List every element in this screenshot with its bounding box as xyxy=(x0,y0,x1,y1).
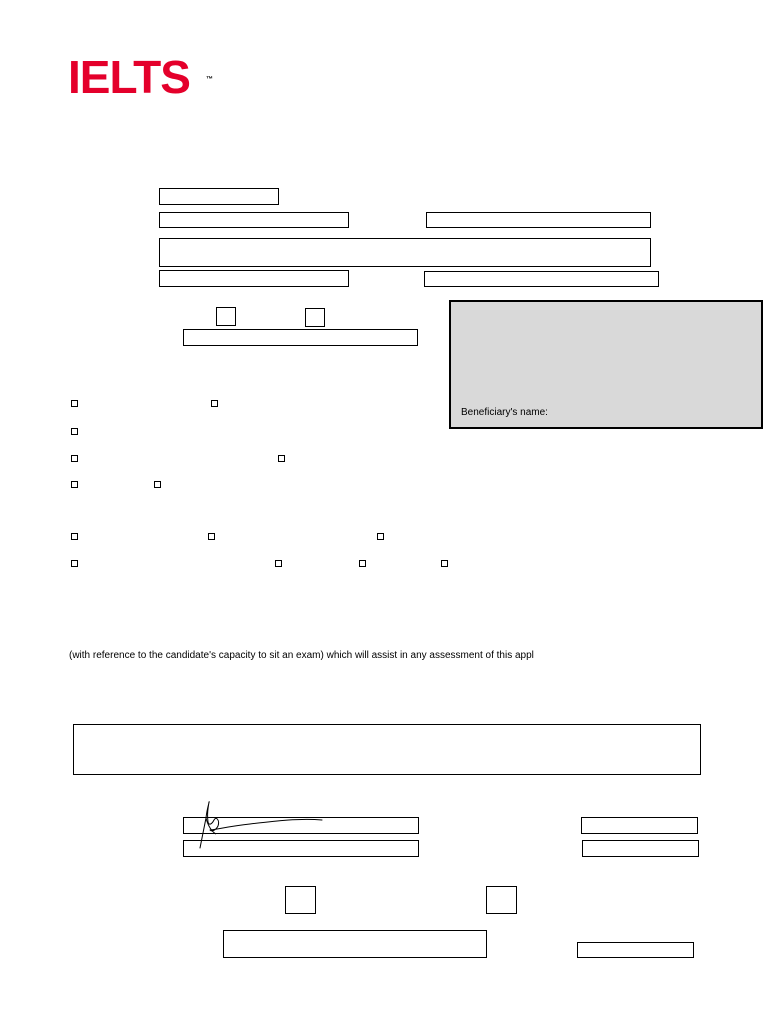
checkbox[interactable] xyxy=(71,400,78,407)
checkbox[interactable] xyxy=(278,455,285,462)
checkbox[interactable] xyxy=(154,481,161,488)
beneficiary-panel xyxy=(449,300,763,429)
field-row2-right[interactable] xyxy=(426,212,651,228)
checkbox[interactable] xyxy=(377,533,384,540)
checkbox[interactable] xyxy=(71,481,78,488)
logo-trademark: ™ xyxy=(206,76,213,83)
checkbox[interactable] xyxy=(71,533,78,540)
bottom-box-2[interactable] xyxy=(486,886,517,914)
field-row1[interactable] xyxy=(159,188,279,205)
field-address[interactable] xyxy=(159,238,651,267)
checkbox[interactable] xyxy=(71,428,78,435)
capacity-note: (with reference to the candidate's capacity to sit an exam) which will assist in any assessment of this appl xyxy=(69,650,534,661)
field-row2-left[interactable] xyxy=(159,212,349,228)
field-row5[interactable] xyxy=(183,329,418,346)
checkbox[interactable] xyxy=(441,560,448,567)
beneficiary-label: Beneficiary's name: xyxy=(461,407,548,418)
checkbox[interactable] xyxy=(211,400,218,407)
bottom-box-1[interactable] xyxy=(285,886,316,914)
option-box-1[interactable] xyxy=(216,307,236,326)
field-row4-right[interactable] xyxy=(424,271,659,287)
checkbox[interactable] xyxy=(71,560,78,567)
handwritten-signature xyxy=(190,796,330,856)
bottom-field-right[interactable] xyxy=(577,942,694,958)
checkbox[interactable] xyxy=(275,560,282,567)
checkbox[interactable] xyxy=(359,560,366,567)
bottom-field-wide[interactable] xyxy=(223,930,487,958)
logo-text: IELTS xyxy=(68,51,190,103)
checkbox[interactable] xyxy=(71,455,78,462)
option-box-2[interactable] xyxy=(305,308,325,327)
checkbox[interactable] xyxy=(208,533,215,540)
ielts-logo xyxy=(68,51,213,103)
date-field-1[interactable] xyxy=(581,817,698,834)
date-field-2[interactable] xyxy=(582,840,699,857)
field-row4-left[interactable] xyxy=(159,270,349,287)
comments-box[interactable] xyxy=(73,724,701,775)
